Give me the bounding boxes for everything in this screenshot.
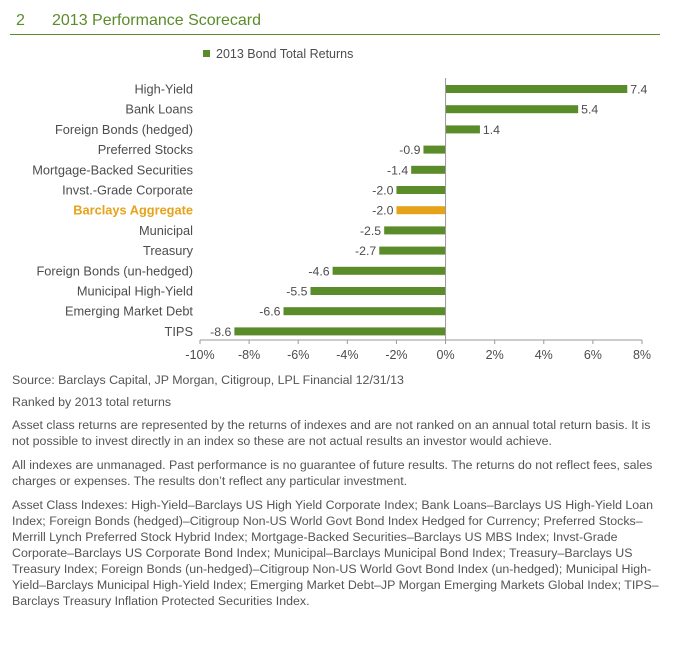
disclaimer-unmanaged: All indexes are unmanaged. Past performance is no guarantee of future results. The returns do not reflect fees, sales charges or expenses. The results don’t reflect any particular investment. (12, 458, 653, 488)
value-label-invst-grade-corporate: -2.0 (372, 183, 394, 198)
category-label-preferred-stocks: Preferred Stocks (97, 142, 193, 158)
bar-treasury (379, 247, 445, 255)
bar-municipal-high-yield (311, 287, 446, 295)
value-label-treasury: -2.7 (355, 244, 377, 259)
category-label-tips: TIPS (164, 323, 193, 339)
x-tick-label: 4% (534, 348, 553, 362)
bar-municipal (384, 226, 445, 234)
bar-mortgage-backed-securities (411, 166, 445, 174)
value-label-mortgage-backed-securities: -1.4 (386, 163, 409, 178)
category-label-barclays-aggregate: Barclays Aggregate (73, 202, 193, 218)
legend-label: 2013 Bond Total Returns (216, 47, 354, 61)
value-label-municipal-high-yield: -5.5 (286, 284, 308, 299)
value-label-bank-loans: 5.4 (581, 102, 599, 117)
category-label-foreign-bonds-hedged: Foreign Bonds (hedged) (54, 121, 193, 137)
value-label-foreign-bonds-un-hedged: -4.6 (308, 264, 330, 279)
bar-emerging-market-debt (283, 307, 445, 315)
value-label-preferred-stocks: -0.9 (399, 143, 421, 158)
value-label-municipal: -2.5 (359, 223, 382, 238)
disclaimer-returns: Asset class returns are represented by the returns of indexes and are not ranked on an annual total return basis. It is not possible to invest directly in an index so these are not actual results an investor would achieve. (12, 418, 651, 448)
category-label-high-yield: High-Yield (134, 81, 193, 97)
bar-chart (0, 36, 675, 366)
category-label-emerging-market-debt: Emerging Market Debt (64, 303, 193, 319)
x-tick-label: -2% (385, 348, 408, 362)
header-bar (10, 6, 660, 35)
bar-preferred-stocks (423, 146, 445, 154)
bar-tips (234, 327, 445, 335)
asset-class-indexes-note: Asset Class Indexes: High-Yield–Barclays US High Yield Corporate Index; Bank Loans–Barclays US High-Yield Loan Index; Foreign Bonds (hedged)–Citigroup Non-US World Govt Bond Index Hedged for Currency; Preferred Stocks–Merrill Lynch Preferred Stock Hybrid Index; Mortgage-Backed Securities–Barclays US MBS Index; Invst-Grade Corporate–Barclays US Corporate Bond Index; Municipal–Barclays Municipal Bond Index; Treasury–Barclays US Treasury Index; Foreign Bonds (un-hedged)–Citigroup Non-US World Govt Bond Index (un-hedged); Municipal High-Yield–Barclays Municipal High-Yield Index; Emerging Market Debt–JP Morgan Emerging Markets Global Index; TIPS–Barclays Treasury Inflation Protected Securities Index. (12, 498, 659, 608)
value-label-tips: -8.6 (210, 324, 232, 339)
category-label-treasury: Treasury (142, 243, 193, 259)
figure-number: 2 (16, 12, 25, 29)
ranked-note: Ranked by 2013 total returns (12, 395, 172, 409)
chart-legend (203, 47, 353, 61)
x-tick-label: -8% (237, 348, 261, 362)
category-label-municipal: Municipal (138, 222, 193, 238)
category-label-bank-loans: Bank Loans (125, 101, 193, 117)
page-title: 2013 Performance Scorecard (52, 12, 261, 29)
value-label-high-yield: 7.4 (630, 82, 648, 97)
legend-swatch (203, 50, 210, 57)
x-tick-label: 8% (632, 348, 652, 362)
bar-barclays-aggregate (396, 206, 445, 214)
value-label-foreign-bonds-hedged: 1.4 (482, 122, 501, 137)
value-label-barclays-aggregate: -2.0 (372, 203, 394, 218)
value-label-emerging-market-debt: -6.6 (259, 304, 281, 319)
x-tick-label: 2% (485, 348, 504, 362)
category-label-municipal-high-yield: Municipal High-Yield (76, 283, 193, 299)
x-tick-label: -10% (185, 348, 215, 362)
source-note: Source: Barclays Capital, JP Morgan, Citigroup, LPL Financial 12/31/13 (12, 373, 404, 387)
bar-foreign-bonds-hedged (446, 125, 480, 133)
bar-foreign-bonds-un-hedged (333, 267, 446, 275)
bar-high-yield (446, 85, 628, 93)
x-tick-label: 0% (436, 348, 455, 362)
category-label-foreign-bonds-un-hedged: Foreign Bonds (un-hedged) (36, 263, 193, 279)
x-tick-label: -4% (336, 348, 359, 362)
bar-bank-loans (446, 105, 579, 113)
category-label-mortgage-backed-securities: Mortgage-Backed Securities (32, 162, 193, 178)
x-tick-label: 6% (583, 348, 602, 362)
bar-invst-grade-corporate (396, 186, 445, 194)
category-label-invst-grade-corporate: Invst.-Grade Corporate (62, 182, 193, 198)
x-tick-label: -6% (287, 348, 310, 362)
